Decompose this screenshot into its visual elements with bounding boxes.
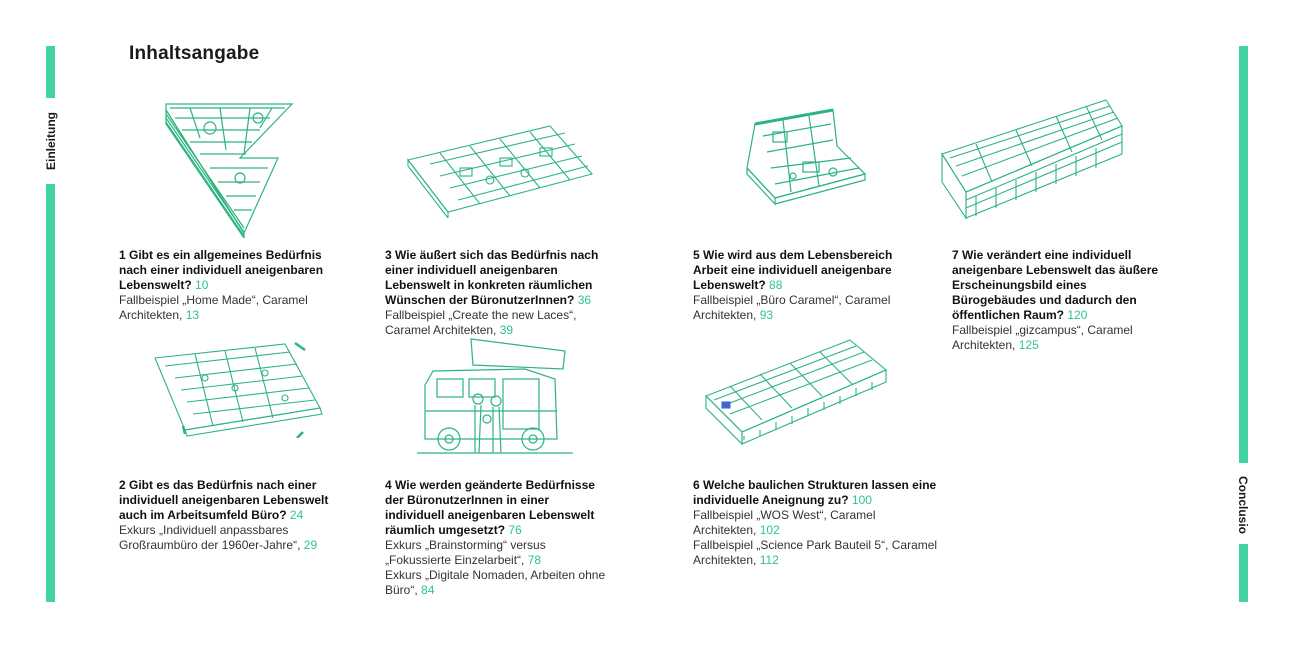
left-accent-bar-bottom <box>46 184 55 602</box>
toc-entry-2 <box>119 478 351 553</box>
campus-building-drawing <box>936 96 1126 221</box>
caramel-office-drawing <box>733 102 873 232</box>
toc-entry-5 <box>693 248 893 323</box>
toc-sub-7a: Fallbeispiel „gizcampus“, Caramel Architekten, <box>952 323 1133 352</box>
toc-page-2[interactable]: 24 <box>289 508 304 522</box>
toc-sub-page-4a[interactable]: 78 <box>527 553 542 567</box>
right-accent-bar-bottom <box>1239 544 1248 602</box>
toc-page-6[interactable]: 100 <box>851 493 872 507</box>
camper-van-drawing <box>415 335 575 460</box>
toc-sub-page-1a[interactable]: 13 <box>185 308 200 322</box>
toc-sub-page-4b[interactable]: 84 <box>421 583 435 597</box>
toc-sub-page-3a[interactable]: 39 <box>499 323 514 337</box>
toc-page-5[interactable]: 88 <box>769 278 783 292</box>
open-plan-office-drawing <box>135 338 325 438</box>
toc-sub-4b: Exkurs „Digitale Nomaden, Arbeiten ohne Büro“, <box>385 568 606 597</box>
toc-sub-page-2a[interactable]: 29 <box>303 538 318 552</box>
toc-question-2: 2 Gibt es das Bedürfnis nach einer individuell aneigenbaren Lebenswelt auch im Arbeitsumfeld Büro? <box>119 478 329 522</box>
left-accent-bar-top <box>46 46 55 98</box>
toc-sub-5a: Fallbeispiel „Büro Caramel“, Caramel Architekten, <box>693 293 891 322</box>
office-floorplan-drawing <box>400 118 600 218</box>
page-title: Inhaltsangabe <box>129 43 260 64</box>
toc-sub-6a: Fallbeispiel „WOS West“, Caramel Architekten, <box>693 508 876 537</box>
toc-question-4: 4 Wie werden geänderte Bedürfnisse der BüronutzerInnen in einer individuell aneigenbaren Lebenswelt räumlich umgesetzt? <box>385 478 595 537</box>
toc-page-7[interactable]: 120 <box>1067 308 1088 322</box>
toc-entry-1 <box>119 248 329 323</box>
triangular-building-drawing <box>160 98 300 238</box>
toc-sub-page-6b[interactable]: 112 <box>759 553 779 567</box>
toc-entry-7 <box>952 248 1167 353</box>
toc-sub-page-6a[interactable]: 102 <box>759 523 780 537</box>
toc-sub-page-5a[interactable]: 93 <box>759 308 774 322</box>
toc-question-1: 1 Gibt es ein allgemeines Bedürfnis nach einer individuell aneigenbaren Lebenswelt? <box>119 248 324 292</box>
toc-page-3[interactable]: 36 <box>577 293 592 307</box>
toc-page-1[interactable]: 10 <box>195 278 209 292</box>
toc-sub-4a: Exkurs „Brainstorming“ versus „Fokussierte Einzelarbeit“, <box>385 538 546 567</box>
toc-sub-page-7a[interactable]: 125 <box>1018 338 1039 352</box>
toc-question-6: 6 Welche baulichen Strukturen lassen eine individuelle Aneignung zu? <box>693 478 937 507</box>
section-label-conclusio: Conclusio <box>1236 475 1250 535</box>
toc-entry-6 <box>693 478 938 568</box>
toc-sub-3a: Fallbeispiel „Create the new Laces“, Caramel Architekten, <box>385 308 577 337</box>
toc-question-3: 3 Wie äußert sich das Bedürfnis nach einer individuell aneigenbaren Lebenswelt in konkreten räumlichen Wünschen der BüronutzerInnen? <box>385 248 599 307</box>
right-accent-bar-top <box>1239 46 1248 463</box>
toc-sub-2a: Exkurs „Individuell anpassbares Großraumbüro der 1960er-Jahre“, <box>119 523 301 552</box>
toc-entry-4 <box>385 478 610 598</box>
toc-question-7: 7 Wie verändert eine individuell aneigenbare Lebenswelt das äußere Erscheinungsbild eines Bürogebäudes und dadurch den öffentlichen Raum? <box>952 248 1159 322</box>
toc-sub-6b: Fallbeispiel „Science Park Bauteil 5“, Caramel Architekten, <box>693 538 938 567</box>
section-label-einleitung: Einleitung <box>44 112 58 170</box>
toc-page-4[interactable]: 76 <box>508 523 522 537</box>
toc-sub-1a: Fallbeispiel „Home Made“, Caramel Architekten, <box>119 293 308 322</box>
toc-entry-3 <box>385 248 610 338</box>
long-building-drawing <box>700 336 890 446</box>
toc-question-5: 5 Wie wird aus dem Lebensbereich Arbeit eine individuell aneigenbare Lebenswelt? <box>693 248 893 292</box>
